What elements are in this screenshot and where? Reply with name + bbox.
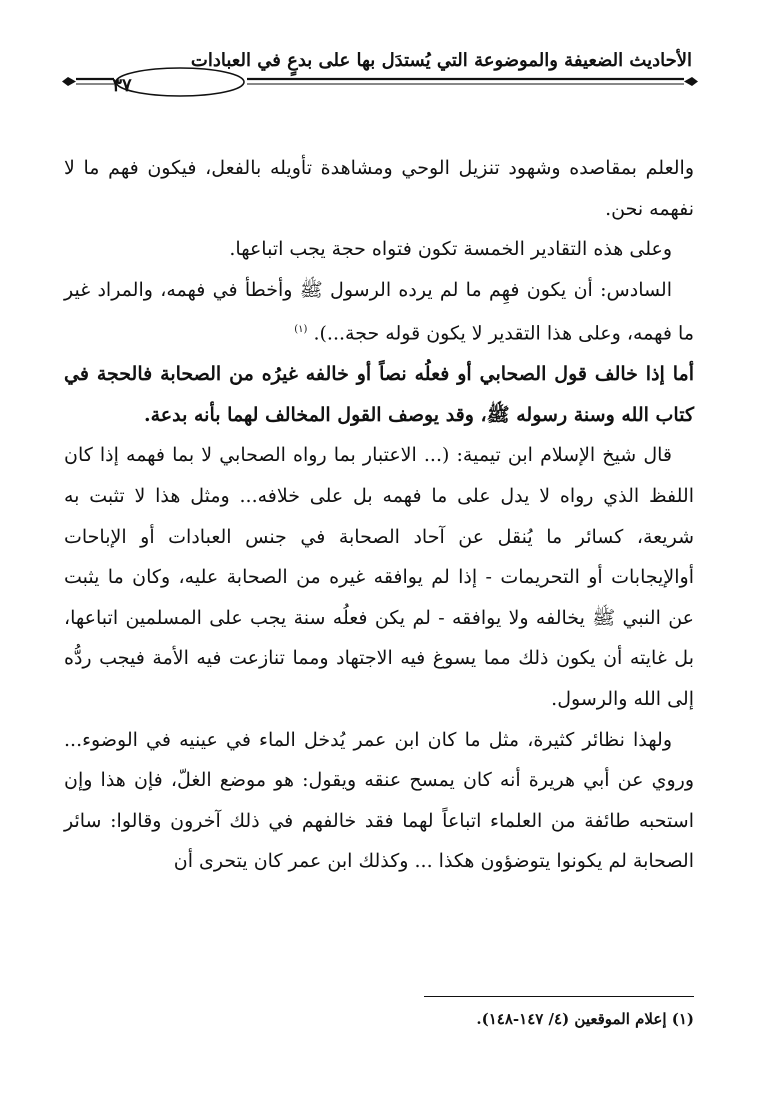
body-text — [64, 148, 694, 882]
running-title: الأحاديث الضعيفة والموضوعة التي يُستدَل بها على بدعٍ في العبادات — [190, 50, 692, 71]
page-number: ٣٧ — [112, 75, 132, 96]
footnote-separator — [424, 996, 694, 997]
paragraph — [64, 270, 694, 355]
quotation-paragraph: قال شيخ الإسلام ابن تيمية: (... الاعتبار بما رواه الصحابي لا بما فهمه إذا كان اللفظ الذي رواه لا يدل على ما فهمه بل على خلافه... ومثل هذا لا تثبت به شريعة، كسائر ما يُنقل عن آحاد الصحابة في جنس العبادات أو الإباحات أوالإيجابات أو التحريمات - إذا لم يوافقه غيره من الصحابة عليه، وكان ما يثبت عن النبي ﷺ يخالفه ولا يوافقه - لم يكن فعلُه سنة يجب على المسلمين اتباعها، بل غايته أن يكون ذلك مما يسوغ فيه الاجتهاد ومما تنازعت فيه الأمة فيجب ردُّه إلى الله والرسول. — [64, 444, 694, 711]
paragraph: والعلم بمقاصده وشهود تنزيل الوحي ومشاهدة تأويله بالفعل، فيكون فهم ما لا نفهمه نحن. — [64, 157, 694, 220]
footnote-reference: (١) — [294, 324, 308, 336]
paragraph: ولهذا نظائر كثيرة، مثل ما كان ابن عمر يُدخل الماء في عينيه في الوضوء... وروي عن أبي هريرة أنه كان يمسح عنقه ويقول: هو موضع الغلّ، فإن هذا وإن استحبه طائفة من العلماء اتباعاً لهما فقد خالفهم في ذلك آخرون وقالوا: سائر الصحابة لم يكونوا يتوضؤون هكذا ... وكذلك ابن عمر كان يتحرى أن — [64, 728, 694, 873]
footnote: (١) إعلام الموقعين (٤/ ١٤٧-١٤٨). — [476, 1010, 694, 1028]
paragraph-bold: أما إذا خالف قول الصحابي أو فعلُه نصاً أو خالفه غيرُه من الصحابة فالحجة في كتاب الله وسنة رسوله ﷺ، وقد يوصف القول المخالف لهما بأنه بدعة. — [64, 363, 694, 426]
paragraph: وعلى هذه التقادير الخمسة تكون فتواه حجة يجب اتباعها. — [229, 238, 672, 261]
paragraph-text: السادس: أن يكون فهِم ما لم يرده الرسول ﷺ وأخطأ في فهمه، والمراد غير ما فهمه، وعلى هذا التقدير لا يكون قوله حجة...). — [64, 278, 694, 345]
